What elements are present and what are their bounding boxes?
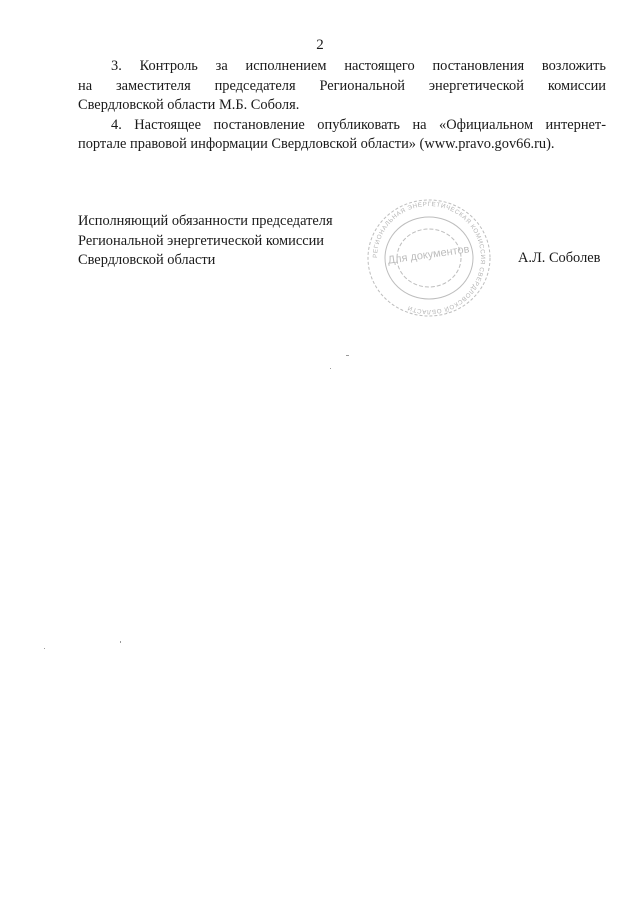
scan-speck	[346, 355, 349, 356]
paragraph-control-line-2: на заместителя председателя Региональной энергетической комиссии	[78, 77, 606, 94]
page-number: 2	[316, 37, 324, 53]
paragraph-publication-line-1: 4. Настоящее постановление опубликовать на «Официальном интернет-	[111, 116, 606, 133]
official-seal-stamp	[364, 196, 494, 321]
scan-speck	[120, 641, 121, 643]
signatory-name: А.Л. Соболев	[518, 250, 601, 266]
signatory-position-line-2: Региональной энергетической комиссии	[78, 232, 324, 249]
signatory-position-line-3: Свердловской области	[78, 252, 216, 268]
paragraph-publication-line-2: портале правовой информации Свердловской области» (www.pravo.gov66.ru).	[78, 136, 555, 152]
stamp-ring-text: РЕГИОНАЛЬНАЯ ЭНЕРГЕТИЧЕСКАЯ КОМИССИЯ СВЕРДЛОВСКОЙ ОБЛАСТИ	[371, 200, 487, 316]
paragraph-control	[78, 57, 606, 116]
paragraph-publication	[78, 116, 606, 155]
scan-speck	[44, 648, 45, 649]
paragraph-control-line-3: Свердловской области М.Б. Соболя.	[78, 97, 300, 113]
stamp-center-text: Для документов	[386, 243, 471, 267]
scan-speck	[330, 368, 331, 369]
document-body	[78, 57, 606, 155]
signatory-position-line-1: Исполняющий обязанности председателя	[78, 213, 333, 229]
paragraph-control-line-1: 3. Контроль за исполнением настоящего постановления возложить	[111, 58, 606, 74]
signatory-position	[78, 212, 333, 271]
